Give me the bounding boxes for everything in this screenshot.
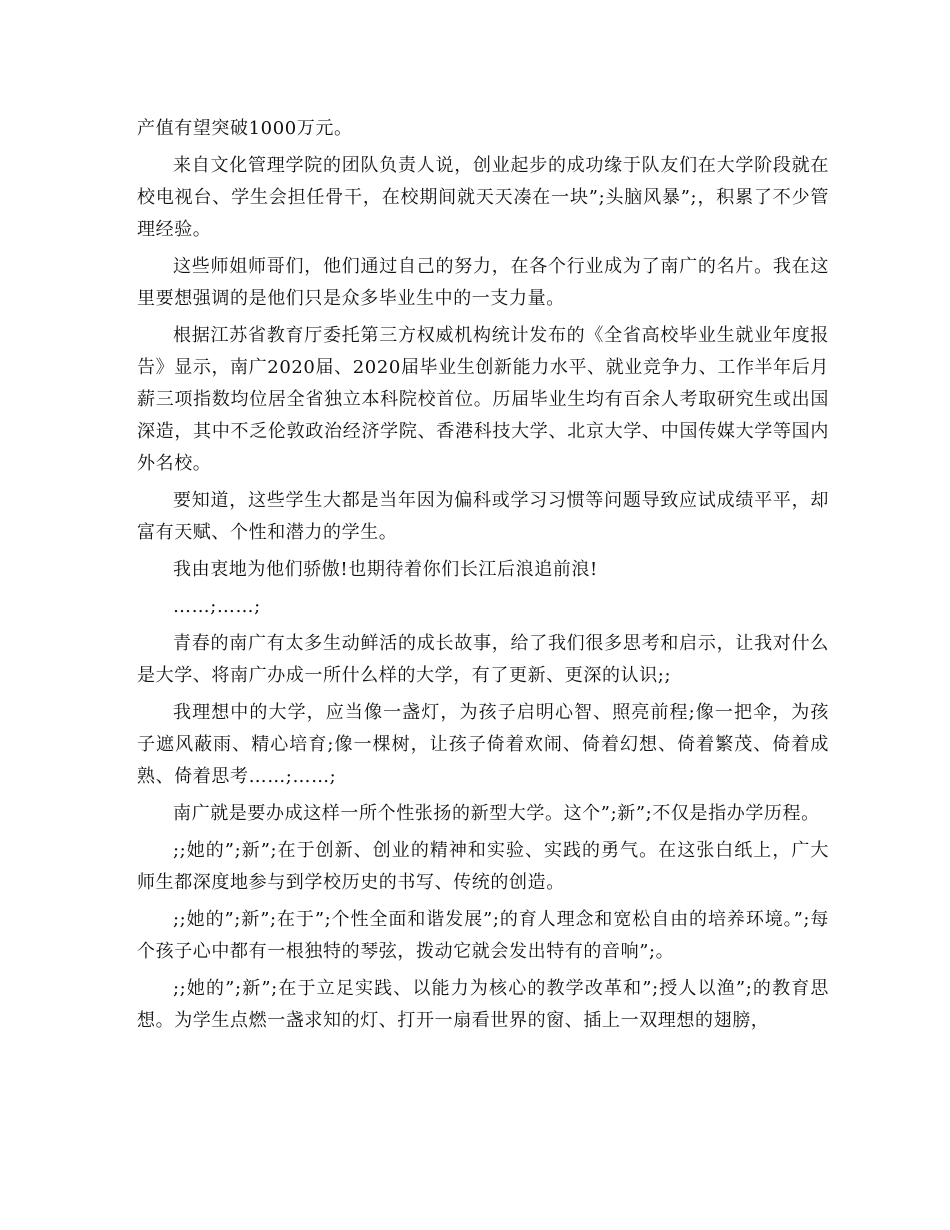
paragraph: 青春的南广有太多生动鲜活的成长故事，给了我们很多思考和启示，让我对什么是大学、将南广办成一所什么样的大学，有了更新、更深的认识;; xyxy=(137,633,829,686)
paragraph: 来自文化管理学院的团队负责人说，创业起步的成功缘于队友们在大学阶段就在校电视台、学生会担任骨干，在校期间就天天凑在一块”;头脑风暴”;，积累了不少管理经验。 xyxy=(137,155,829,240)
paragraph: 我由衷地为他们骄傲!也期待着你们长江后浪追前浪! xyxy=(173,559,598,580)
paragraph: ……;……; xyxy=(173,596,261,617)
paragraph: 这些师姐师哥们，他们通过自己的努力，在各个行业成为了南广的名片。我在这里要想强调的是他们只是众多毕业生中的一支力量。 xyxy=(137,256,829,309)
paragraph: ;;她的”;新”;在于”;个性全面和谐发展”;的育人理念和宽松自由的培养环境。”;每个孩子心中都有一根独特的琴弦，拨动它就会发出特有的音响”;。 xyxy=(137,909,829,962)
paragraph: ;;她的”;新”;在于立足实践、以能力为核心的教学改革和”;授人以渔”;的教育思想。为学生点燃一盏求知的灯、打开一扇看世界的窗、插上一双理想的翅膀， xyxy=(137,978,829,1031)
paragraph: ;;她的”;新”;在于创新、创业的精神和实验、实践的勇气。在这张白纸上，广大师生都深度地参与到学校历史的书写、传统的创造。 xyxy=(137,840,829,893)
paragraph: 根据江苏省教育厅委托第三方权威机构统计发布的《全省高校毕业生就业年度报告》显示，南广2020届、2020届毕业生创新能力水平、就业竞争力、工作半年后月薪三项指数均位居全省独立本科院校首位。历届毕业生均有百余人考取研究生或出国深造，其中不乏伦敦政治经济学院、香港科技大学、北京大学、中国传媒大学等国内外名校。 xyxy=(137,325,829,474)
paragraph: 要知道，这些学生大都是当年因为偏科或学习习惯等问题导致应试成绩平平，却富有天赋、个性和潜力的学生。 xyxy=(137,490,829,543)
paragraph: 我理想中的大学，应当像一盏灯，为孩子启明心智、照亮前程;像一把伞，为孩子遮风蔽雨、精心培育;像一棵树，让孩子倚着欢闹、倚着幻想、倚着繁茂、倚着成熟、倚着思考……;……; xyxy=(137,702,829,787)
document-body xyxy=(137,113,829,1042)
paragraph: 南广就是要办成这样一所个性张扬的新型大学。这个”;新”;不仅是指办学历程。 xyxy=(173,803,820,824)
paragraph: 产值有望突破1000万元。 xyxy=(137,118,353,139)
